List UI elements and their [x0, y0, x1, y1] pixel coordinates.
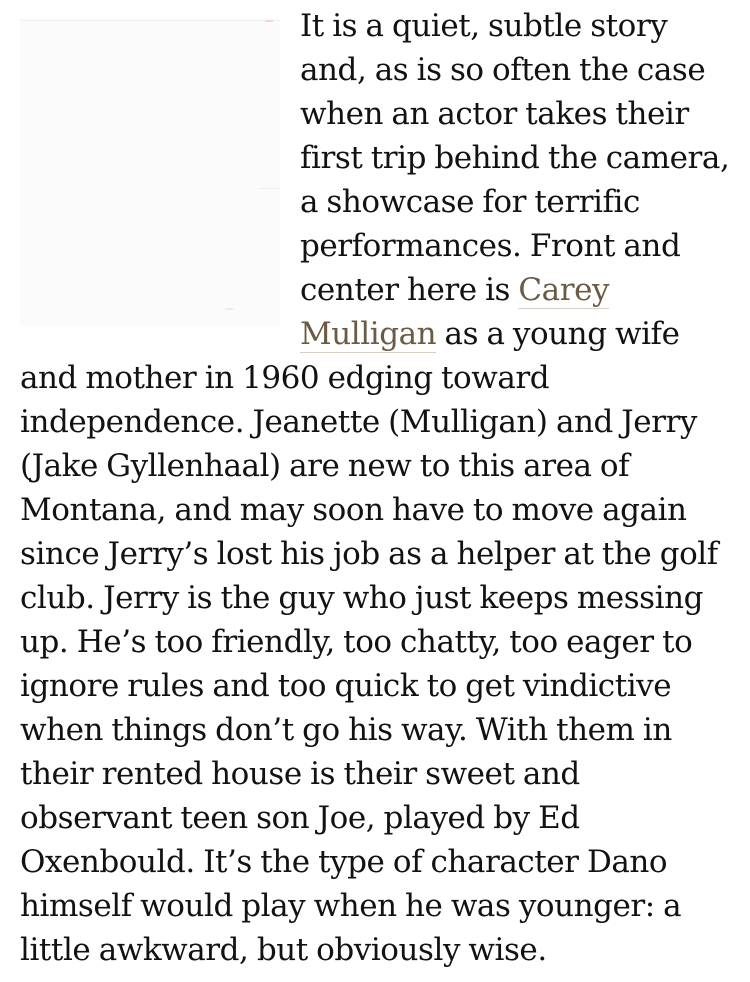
image-faint-rule: [260, 188, 280, 189]
article-image: [20, 18, 280, 326]
paragraph-text-start: It is a quiet, subtle story and, as is so often the case when an actor takes their first trip behind the camera, a showcase for terrific performances. Front and center here is: [300, 8, 730, 308]
image-faint-mark: [225, 308, 233, 310]
image-faint-rule: [20, 20, 280, 21]
article-body: [20, 4, 732, 972]
image-faint-mark: [265, 20, 273, 22]
carey-mulligan-link[interactable]: Carey Mulligan: [300, 272, 610, 352]
paragraph-text-end: as a young wife and mother in 1960 edging toward independence. Jeanette (Mulligan) and Jerry (Jake Gyllenhaal) are new to this area of Montana, and may soon have to move again since Jerry’s lost his job as a helper at the golf club. Jerry is the guy who just keeps messing up. He’s too friendly, too chatty, too eager to ignore rules and too quick to get vindictive when things don’t go his way. With them in their rented house is their sweet and observant teen son Joe, played by Ed Oxenbould. It’s the type of character Dano himself would play when he was younger: a little awkward, but obviously wise.: [20, 316, 718, 968]
